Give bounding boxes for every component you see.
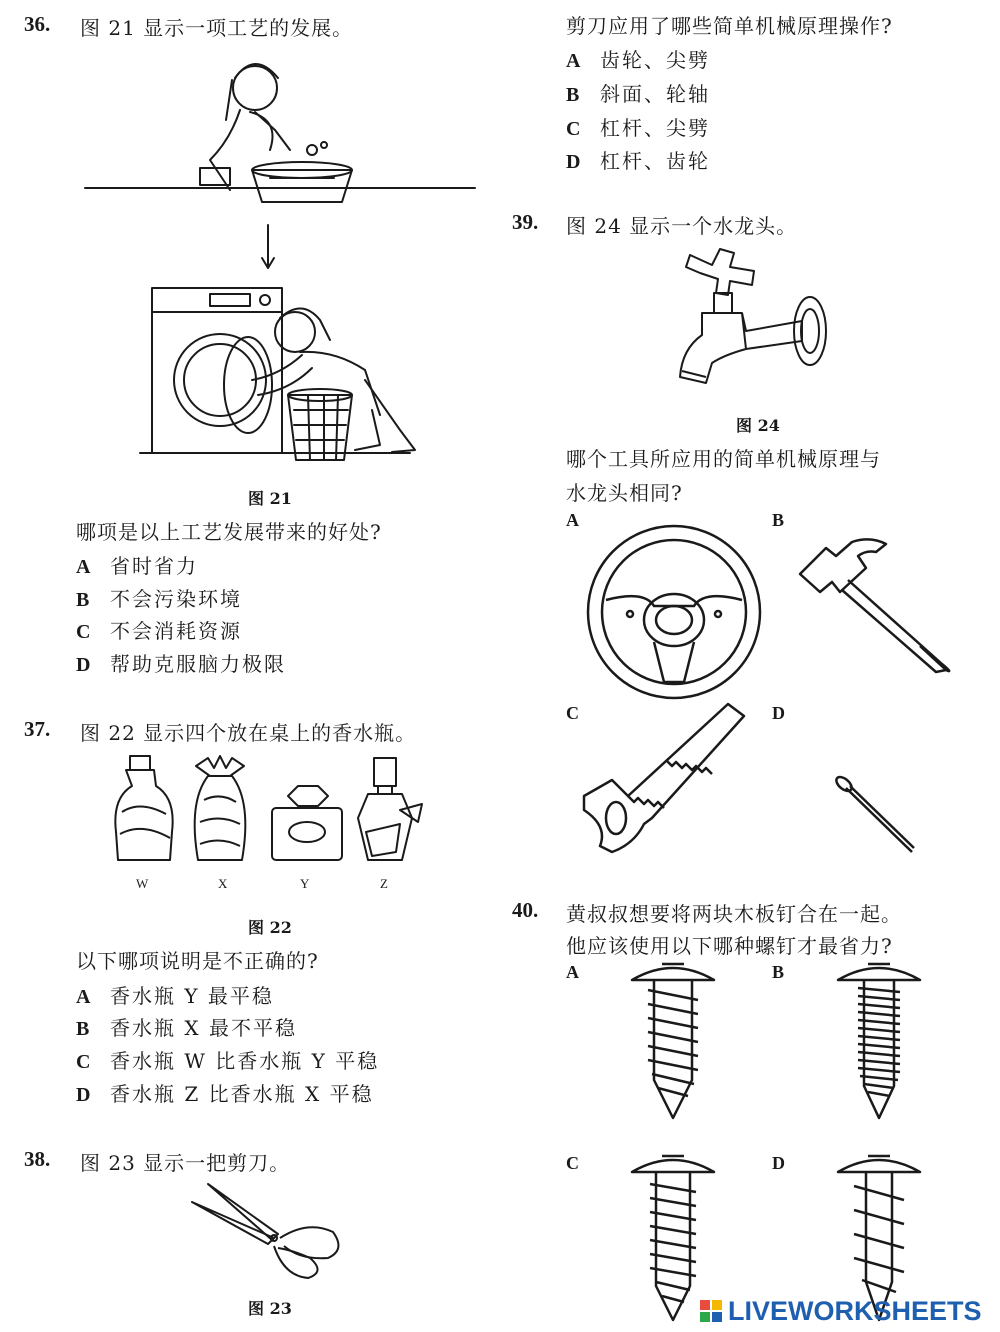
figure-22-bottles [100, 752, 440, 867]
liveworksheets-watermark [700, 1293, 1000, 1329]
option-text: 香水瓶 Z 比香水瓶 X 平稳 [110, 1082, 374, 1106]
steering-wheel-image[interactable] [584, 522, 764, 702]
option-text: 省时省力 [110, 554, 198, 578]
bottle-label-x: X [218, 876, 228, 891]
option-text: 杠杆、尖劈 [600, 116, 710, 140]
q37-option-a[interactable] [76, 980, 274, 1009]
option-letter: A [76, 556, 91, 578]
q36-number: 36. [24, 12, 51, 36]
q36-text: 图 21 显示一项工艺的发展。 [80, 16, 354, 40]
option-text: 不会污染环境 [110, 587, 242, 611]
screw-a-image[interactable] [628, 960, 718, 1122]
screw-b-image[interactable] [834, 960, 924, 1122]
bottle-label-y: Y [300, 876, 310, 891]
q38-option-a[interactable] [566, 44, 710, 73]
option-letter: B [566, 84, 580, 106]
option-letter: C [76, 621, 91, 643]
q37-option-c[interactable] [76, 1045, 379, 1074]
figure-21-illustration [80, 50, 480, 470]
q40-text-line2: 他应该使用以下哪种螺钉才最省力? [566, 934, 893, 958]
hammer-image[interactable] [796, 534, 960, 676]
q38-question: 剪刀应用了哪些简单机械原理操作? [566, 14, 893, 38]
watermark-text: LIVEWORKSHEETS [728, 1295, 982, 1326]
option-text: 杠杆、齿轮 [600, 149, 710, 173]
q39-text: 图 24 显示一个水龙头。 [566, 214, 798, 238]
q38-option-c[interactable] [566, 112, 710, 141]
q38-text: 图 23 显示一把剪刀。 [80, 1151, 291, 1175]
liveworksheets-logo-icon [700, 1300, 722, 1322]
q39-question-line1: 哪个工具所应用的简单机械原理与 [566, 447, 881, 471]
q36-option-d[interactable] [76, 648, 286, 677]
figure-23-scissors [188, 1180, 348, 1285]
q39-question-line2: 水龙头相同? [566, 481, 683, 505]
q37-option-b[interactable] [76, 1012, 297, 1041]
figure-24-caption: 图 24 [736, 416, 780, 435]
bottle-label-z: Z [380, 876, 388, 891]
figure-22-caption: 图 22 [248, 918, 292, 937]
q36-question: 哪项是以上工艺发展带来的好处? [76, 520, 382, 544]
option-text: 香水瓶 W 比香水瓶 Y 平稳 [110, 1049, 380, 1073]
figure-21-caption: 图 21 [248, 489, 292, 508]
option-text: 不会消耗资源 [110, 619, 242, 643]
q40-option-c-label[interactable]: C [566, 1153, 579, 1173]
nail-image[interactable] [832, 776, 920, 858]
figure-23-caption: 图 23 [248, 1299, 292, 1318]
q40-option-b-label[interactable]: B [772, 962, 785, 982]
q40-text-line1: 黄叔叔想要将两块木板钉合在一起。 [566, 902, 902, 926]
option-text: 香水瓶 Y 最平稳 [110, 984, 274, 1008]
option-letter: C [566, 118, 581, 140]
q36-option-b[interactable] [76, 583, 242, 612]
q37-number: 37. [24, 717, 51, 741]
option-letter: D [76, 1084, 91, 1106]
q40-option-a-label[interactable]: A [566, 962, 579, 982]
option-letter: C [76, 1051, 91, 1073]
bottle-label-w: W [136, 876, 149, 891]
q39-option-d-label[interactable]: D [772, 703, 785, 723]
option-text: 齿轮、尖劈 [600, 48, 710, 72]
q37-question: 以下哪项说明是不正确的? [76, 949, 319, 973]
q40-option-d-label[interactable]: D [772, 1153, 785, 1173]
option-letter: A [76, 986, 91, 1008]
q39-option-c-label[interactable]: C [566, 703, 579, 723]
q38-option-b[interactable] [566, 78, 710, 107]
figure-24-tap [672, 245, 842, 390]
q38-option-d[interactable] [566, 145, 710, 174]
option-letter: D [76, 654, 91, 676]
q36-option-a[interactable] [76, 550, 198, 579]
q37-option-d[interactable] [76, 1078, 374, 1107]
option-text: 香水瓶 X 最不平稳 [110, 1016, 297, 1040]
q40-number: 40. [512, 898, 539, 922]
option-text: 帮助克服脑力极限 [110, 652, 286, 676]
q38-number: 38. [24, 1147, 51, 1171]
option-letter: B [76, 1018, 90, 1040]
q39-number: 39. [512, 210, 539, 234]
q36-option-c[interactable] [76, 615, 242, 644]
q39-option-b-label[interactable]: B [772, 510, 785, 530]
saw-image[interactable] [582, 700, 746, 858]
option-letter: A [566, 50, 581, 72]
option-letter: D [566, 151, 581, 173]
option-text: 斜面、轮轴 [600, 82, 710, 106]
q37-text: 图 22 显示四个放在桌上的香水瓶。 [80, 721, 417, 745]
q39-option-a-label[interactable]: A [566, 510, 579, 530]
option-letter: B [76, 589, 90, 611]
